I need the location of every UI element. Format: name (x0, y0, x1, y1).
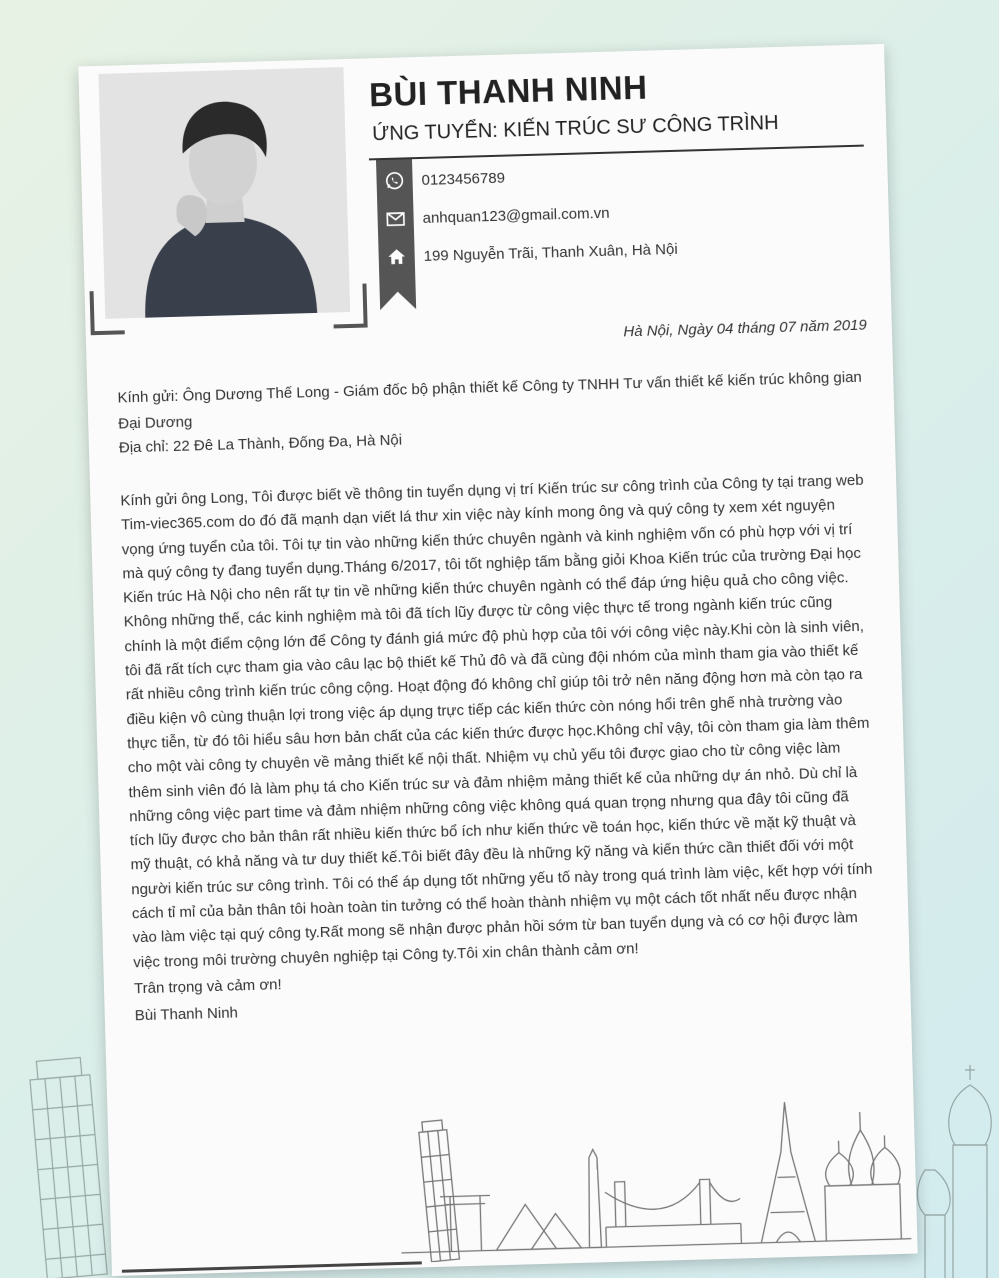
leaning-tower-sketch (28, 1057, 107, 1278)
phone-icon (383, 169, 406, 192)
recipient-address: Địa chỉ: 22 Đê La Thành, Đống Đa, Hà Nội (118, 431, 403, 457)
landmarks-skyline-illustration (397, 1089, 911, 1263)
position-title: ỨNG TUYỂN: KIẾN TRÚC SƯ CÔNG TRÌNH (371, 111, 779, 146)
email-icon (384, 207, 407, 230)
domes-sketch (918, 1065, 992, 1278)
letter-signature: Bùi Thanh Ninh (134, 1004, 239, 1025)
letter-body: Kính gửi ông Long, Tôi được biết về thông tin tuyển dụng vị trí Kiến trúc sư công trình của Công ty tại trang web Tim-viec365.com do đó đã mạnh dạn viết lá thư xin việc này kính mong ông và quý công ty xem xét nguyện vọng ứng tuyển của tôi. Tôi tự tin vào những kiến thức chuyên ngành và kinh nghiệm vốn có phù hợp với vị trí mà quý công ty đang tuyển dụng.Tháng 6/2017, tôi tốt nghiệp tấm bằng giỏi Khoa Kiến trúc của trường Đại học Kiến trúc Hà Nội cho nên rất tự tin về những kiến thức chuyên ngành có thể đáp ứng hiệu quả cho công việc. Không những thế, các kinh nghiệm mà tôi đã tích lũy được từ công việc thực tế trong ngành kiến trúc cũng chính là một điểm cộng lớn để Công ty đánh giá mức độ phù hợp của tôi với công việc này.Khi còn là sinh viên, tôi đã rất tích cực tham gia vào câu lạc bộ thiết kế Thủ đô và đã cùng đội nhóm của mình tham gia vào thiết kế rất nhiều công trình kiến trúc công cộng. Hoạt động đó không chỉ giúp tôi trở nên năng động hơn mà còn tạo ra điều kiện vô cùng thuận lợi trong việc áp dụng trực tiếp các kiến thức còn nóng hổi trên ghế nhà trường vào thực tiễn, từ đó tôi hiểu sâu hơn bản chất của các kiến thức được học.Không chỉ vậy, tôi còn tham gia làm thêm cho một vài công ty chuyên về mảng thiết kế nội thất. Nhiệm vụ chủ yếu tôi được giao cho từ công việc làm thêm sinh viên đó là làm phụ tá cho Kiến trúc sư và đảm nhiệm mảng thiết kế của những dự án nhỏ. Dù chỉ là những công việc part time và đảm nhiệm những công việc không quá quan trọng nhưng qua đây tôi cũng đã tích lũy được cho bản thân rất nhiều kiến thức bổ ích như kiến thức về toán học, kiến thức về mặt kỹ thuật và mỹ thuật, có khả năng và tư duy thiết kế.Tôi biết đây đều là những kỹ năng và kiến thức cần thiết đối với một người kiến trúc sư công trình. Tôi có thể áp dụng tốt những yếu tố này trong quá trình làm việc, kết hợp với tính cách tỉ mỉ của bản thân tôi hoàn toàn tin tưởng có thể hoàn thành nhiệm vụ một cách tốt nhất nếu được nhận vào làm việc tại quý công ty.Rất mong sẽ nhận được phản hồi sớm từ ban tuyển dụng và có cơ hội được làm việc trong môi trường chuyên nghiệp tại Công ty.Tôi xin chân thành cảm ơn! (120, 471, 873, 971)
home-icon (385, 245, 408, 268)
profile-photo (98, 67, 350, 319)
header-divider (369, 145, 864, 161)
photo-frame-corner-left (90, 290, 125, 335)
letter-closing: Trân trọng và cảm ơn! (133, 976, 282, 998)
candidate-name: BÙI THANH NINH (368, 68, 648, 114)
letter-date: Hà Nội, Ngày 04 tháng 07 năm 2019 (623, 316, 868, 341)
cover-letter-page (78, 44, 917, 1276)
recipient-line: Kính gửi: Ông Dương Thế Long - Giám đốc bộ phận thiết kế Công ty TNHH Tư vấn thiết kế kiến trúc không gian Đại Dương (117, 368, 863, 433)
photo-frame-corner-right (332, 284, 367, 329)
contact-phone: 0123456789 (421, 169, 506, 189)
contact-email: anhquan123@gmail.com.vn (422, 204, 610, 227)
contact-address: 199 Nguyễn Trãi, Thanh Xuân, Hà Nội (423, 240, 678, 265)
